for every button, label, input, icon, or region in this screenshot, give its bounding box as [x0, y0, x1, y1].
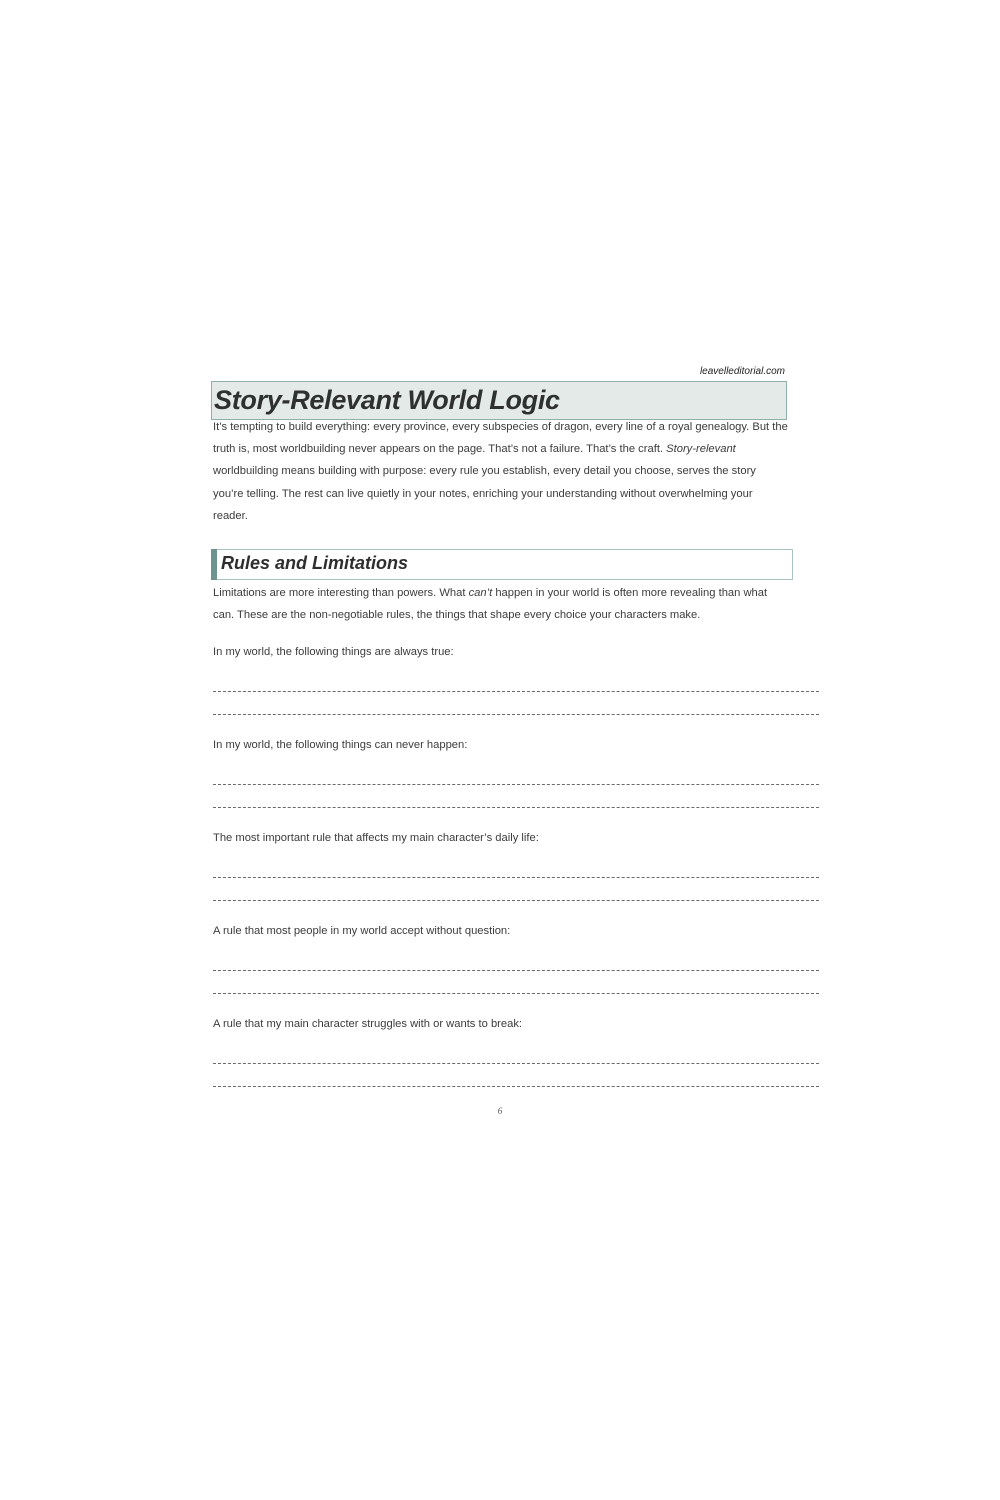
section-intro-part1: Limitations are more interesting than powers. What — [213, 587, 469, 599]
answer-line[interactable] — [213, 970, 819, 971]
prompt-important-rule: The most important rule that affects my main character’s daily life: — [213, 832, 539, 844]
answer-line[interactable] — [213, 993, 819, 994]
answer-line[interactable] — [213, 784, 819, 785]
answer-line[interactable] — [213, 1063, 819, 1064]
answer-line[interactable] — [213, 807, 819, 808]
site-url: leavelleditorial.com — [699, 366, 785, 377]
intro-text-part1: It’s tempting to build everything: every province, every subspecies of dragon, every line of a royal genealogy. But the truth is, most worldbuilding never appears on the page. That’s not a failure. That’s the craft. — [213, 421, 788, 456]
section-intro-part2: happen in your world is often more revealing than what can. These are the non-negotiable rules, the things that shape every choice your characters make. — [213, 587, 768, 622]
section-header-box — [211, 549, 793, 580]
section-heading: Rules and Limitations — [221, 553, 409, 573]
prompt-never-happen: In my world, the following things can never happen: — [213, 739, 468, 751]
section-intro-emphasis: can’t — [468, 587, 493, 599]
answer-line[interactable] — [213, 877, 819, 878]
prompt-accepted-rule: A rule that most people in my world accept without question: — [213, 925, 511, 937]
intro-paragraph — [213, 416, 788, 527]
page-number: 6 — [497, 1106, 503, 1116]
intro-text-part2: worldbuilding means building with purpose: every rule you establish, every detail you choose, serves the story you’re telling. The rest can live quietly in your notes, enriching your understanding without overwhelming your reader. — [213, 465, 756, 522]
answer-line[interactable] — [213, 1086, 819, 1087]
answer-line[interactable] — [213, 714, 819, 715]
section-intro-paragraph — [213, 582, 788, 626]
section-accent-bar — [211, 549, 217, 580]
answer-line[interactable] — [213, 900, 819, 901]
answer-line[interactable] — [213, 691, 819, 692]
prompt-struggle-rule: A rule that my main character struggles with or wants to break: — [213, 1018, 523, 1030]
page-title-box — [211, 381, 787, 420]
intro-emphasis: Story-relevant — [666, 443, 736, 456]
page-title: Story-Relevant World Logic — [214, 385, 560, 415]
prompt-always-true: In my world, the following things are always true: — [213, 646, 454, 658]
